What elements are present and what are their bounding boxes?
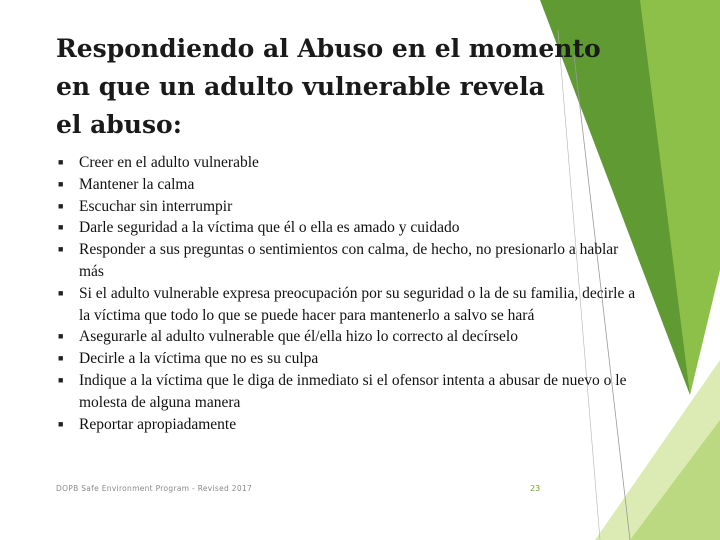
bullet-text: Responder a sus preguntas o sentimientos con calma, de hecho, no presionarlo a hablar más — [79, 241, 619, 280]
list-item — [58, 283, 638, 327]
square-bullet-icon: ■ — [58, 418, 64, 429]
bullet-list — [58, 152, 638, 435]
square-bullet-icon: ■ — [58, 331, 64, 342]
list-item — [58, 414, 638, 436]
bullet-text: Escuchar sin interrumpir — [79, 197, 233, 215]
square-bullet-icon: ■ — [58, 374, 64, 385]
square-bullet-icon: ■ — [58, 287, 64, 298]
bullet-text: Asegurarle al adulto vulnerable que él/ella hizo lo correcto al decírselo — [79, 328, 518, 346]
list-item — [58, 239, 638, 283]
page-number: 23 — [530, 484, 541, 493]
slide-title: Respondiendo al Abuso en el momento en que un adulto vulnerable revela el abuso: — [56, 34, 601, 139]
square-bullet-icon: ■ — [58, 222, 64, 233]
bullet-text: Reportar apropiadamente — [79, 415, 237, 433]
list-item — [58, 348, 638, 370]
square-bullet-icon: ■ — [58, 157, 64, 167]
square-bullet-icon: ■ — [58, 200, 64, 211]
bullet-text: Indique a la víctima que le diga de inmediato si el ofensor intenta a abusar de nuevo o le molesta de alguna manera — [79, 371, 627, 411]
list-item — [58, 174, 638, 196]
square-bullet-icon: ■ — [58, 244, 64, 255]
bullet-text: Mantener la calma — [79, 175, 195, 193]
list-item — [58, 370, 638, 414]
bullet-text: Si el adulto vulnerable expresa preocupación por su seguridad o la de su familia, decirle a la víctima que todo lo que se puede hacer para mantenerlo a salvo se hará — [79, 284, 636, 324]
list-item — [58, 326, 638, 348]
bullet-text: Creer en el adulto vulnerable — [79, 154, 259, 171]
list-item — [58, 196, 638, 218]
square-bullet-icon: ■ — [58, 178, 64, 189]
square-bullet-icon: ■ — [58, 353, 64, 364]
list-item — [58, 217, 638, 239]
list-item — [58, 152, 638, 174]
bullet-text: Darle seguridad a la víctima que él o ella es amado y cuidado — [79, 219, 460, 237]
footer-text: DOPB Safe Environment Program - Revised 2017 — [56, 484, 253, 493]
bullet-text: Decirle a la víctima que no es su culpa — [79, 350, 319, 368]
